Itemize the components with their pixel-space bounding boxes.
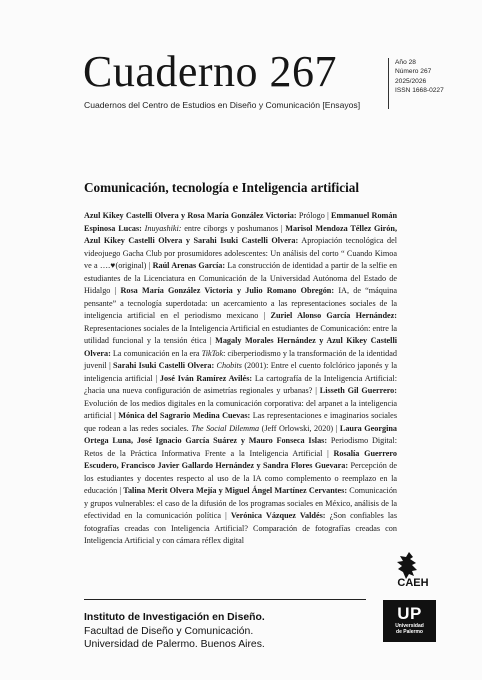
university-name: Universidad de Palermo. Buenos Aires. [84,639,265,651]
meta-issn: ISSN 1668-0227 [395,87,444,95]
entry-separator: | [333,423,340,433]
up-logo-mark: UP [397,604,422,623]
meta-number: Número 267 [395,68,432,76]
issue-meta [395,58,444,96]
toc-entry-title: Prólogo [296,211,325,220]
toc-entry-authors: Zuriel Alonso García Hernández: [270,311,397,320]
toc-entry-authors: Verónica Vázquez Valdés: [230,511,326,520]
entry-separator: | [258,311,271,320]
toc-entry-authors: Rosalía Guerrero Escudero, Francisco Javier Gallardo Hernández y Sandra Flores Guevara: [84,448,398,470]
meta-divider [388,58,389,109]
toc-entry-title: Percepción de los estudiantes y docentes respecto al uso de la IA como complemento o reemplazo en la educación [84,461,397,495]
entry-separator: | [220,511,231,520]
toc-entry-authors: Talina Merit Olvera Mejía y Miguel Ángel Martínez Cervantes: [123,486,348,495]
entry-separator: | [322,448,334,458]
footer-rule [84,599,366,600]
caeh-logo [379,548,445,592]
toc-entry-title: Evolución de los medios digitales en la comunicación corporativa: del arpanet a la inteligencia artificial [84,398,397,420]
toc-entry-authors: Sarahi Isuki Castelli Olvera: [113,361,215,370]
institute-name: Instituto de Investigación en Diseño. [84,612,265,623]
toc-entry-title: Representaciones sociales de la Inteligencia Artificial en estudiantes de Comunicación: entre la utilidad funcional y la tensión ética [84,323,397,345]
toc-entry-title: La comunicación en la era [110,348,202,358]
entry-separator: | [206,336,216,345]
toc-entry-authors: José Iván Ramírez Avilés: [159,373,253,383]
toc-entry-authors: Rosa María González Victoria y Julio Romano Obregón: [120,286,335,295]
toc-entry-authors: Mónica del Sagrario Medina Cuevas: [118,411,251,420]
toc-entry-title: : ciberperiodismo y la transformación de la identidad juvenil [84,348,397,370]
toc-entry-authors: Laura Georgina Ortega Luna, José Ignacio García Suárez y Mauro Fonseca Islas: [84,423,397,445]
toc-entry-title: La cartografía de la Inteligencia Artificial: ¿hacia una nueva configuración de asimetrías regionales y urbanas? [84,373,398,395]
toc-entry-authors: Magaly Morales Hernández y Azul Kikey Castelli Olvera: [84,336,398,358]
entry-separator: | [117,486,124,495]
up-logo [383,600,436,642]
up-logo-line1: Universidad [395,623,424,629]
toc-entry-title: Las representaciones e imaginarios sociales que rodean a las redes sociales. [84,411,398,433]
footer [84,611,265,652]
entry-separator: | [146,261,153,270]
meta-year: Año 28 [395,59,416,66]
up-logo-line2: de Palermo [396,628,423,635]
toc-entry-authors: Azul Kikey Castelli Olvera y Rosa María González Victoria: [84,211,297,220]
entry-separator: | [106,361,114,370]
journal-title: Cuaderno 267 [83,47,338,96]
meta-period: 2025/2026 [395,77,427,85]
entry-separator: | [152,373,160,383]
toc-entry-title: entre ciborgs y poshumanos [181,223,279,233]
journal-subtitle: Cuadernos del Centro de Estudios en Diseño y Comunicación [Ensayos] [84,100,361,110]
toc-entry-title-italic: TikTok [201,348,224,358]
toc-entry-authors: Raúl Arenas García: [152,261,226,270]
toc-entry-title: Periodismo Digital: Retos de la Práctica Informativa Frente a la Inteligencia Artificial [84,436,397,458]
entry-separator: | [110,286,121,295]
toc-entry-title: Comunicación y grupos vulnerables: el caso de la difusión de los programas sociales en México, análisis de la efectividad en la comunicación política [84,486,398,520]
entry-separator: | [111,411,119,420]
entry-separator: | [312,386,320,395]
entry-separator: | [278,223,286,233]
toc-entry-title: ¿Son confiables las fotografías creadas con Inteligencia Artificial? Comparación de fotografías creadas con Inteligencia Artificial y con cámara réflex digital [84,511,398,545]
table-of-contents [84,210,397,548]
toc-entry-title: Apropiación tecnológica del videojuego Gacha Club por prosumidores adolescentes: Un análisis del corto “ Cuando Kimoa ve a ….♥(original) [84,236,397,270]
toc-entry-authors: Lisseth Gil Guerrero: [319,386,398,395]
issue-title: Comunicación, tecnología e Inteligencia artificial [84,180,360,195]
toc-entry [84,211,325,220]
toc-entry-title-italic: Inuyashiki: [141,223,182,233]
entry-separator: | [324,211,332,220]
toc-entry-title-italic: Chobits [216,361,242,370]
toc-entry-authors: Marisol Mendoza Téllez Girón, Azul Kikey Castelli Olvera y Sarahi Isuki Castelli Olvera: [84,223,398,245]
caeh-logo-text: CAEH [397,577,429,589]
faculty-name: Facultad de Diseño y Comunicación. [84,625,254,637]
toc-entry-title: (2001): Entre el cuento folclórico japonés y la inteligencia artificial [84,361,398,383]
eagle-icon [397,552,417,579]
toc-entry-title: La construcción de identidad a partir de la selfie en estudiantes de la Licenciatura en Comunicación de la Universidad Autónoma del Estado de Hidalgo [84,261,397,295]
toc-entry-title-italic: The Social Dilemma [191,423,260,433]
toc-entry-title: IA, de “máquina pensante” a tecnología superdotada: un acercamiento a las representaciones sociales de la inteligencia artificial en el periodismo mexicano [84,286,397,320]
toc-entry-title: (Jeff Orlowski, 2020) [259,423,334,433]
toc-entry-authors: Emmanuel Román Espinosa Lucas: [84,211,398,233]
